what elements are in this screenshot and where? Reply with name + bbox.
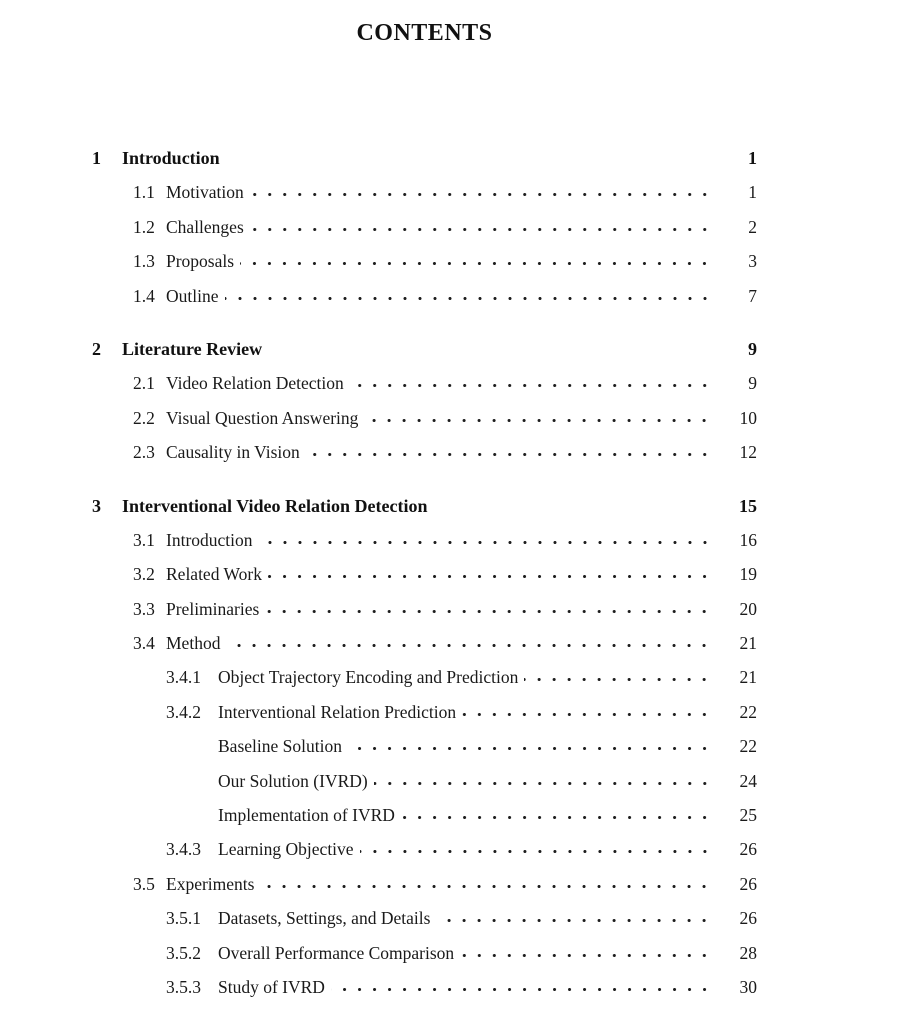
entry-page-number: 21 <box>739 633 757 654</box>
toc-entry-3.4.3[interactable] <box>92 832 757 866</box>
toc-entry-3.3[interactable] <box>92 592 757 626</box>
entry-page-number: 7 <box>748 285 757 306</box>
entry-number: 2 <box>92 338 101 359</box>
entry-page-number: 24 <box>739 770 757 791</box>
entry-label: Datasets, Settings, and Details <box>218 908 431 929</box>
entry-number: 1.3 <box>133 251 155 272</box>
entry-page-number: 30 <box>739 976 757 997</box>
entry-page-number: 26 <box>739 908 757 929</box>
entry-label: Study of IVRD <box>218 976 325 997</box>
entry-number: 3.5.1 <box>166 908 201 929</box>
dot-leader <box>364 419 712 424</box>
entry-page-number: 15 <box>739 495 757 516</box>
entry-number: 3.5 <box>133 873 155 894</box>
entry-number: 3 <box>92 495 101 516</box>
entry-page-number: 1 <box>748 182 757 203</box>
dot-leader <box>360 850 712 855</box>
entry-page-number: 28 <box>739 942 757 963</box>
entry-page-number: 22 <box>739 701 757 722</box>
dot-leader <box>240 262 712 267</box>
dot-leader <box>260 885 712 890</box>
entry-page-number: 26 <box>739 839 757 860</box>
dot-leader <box>350 384 712 389</box>
toc-entry-3.4.1[interactable] <box>92 660 757 694</box>
dot-leader <box>462 713 712 718</box>
dot-leader <box>250 228 712 233</box>
toc-entry-3.1[interactable] <box>92 523 757 557</box>
entry-number: 1 <box>92 148 101 168</box>
toc-entry-1.3[interactable] <box>92 244 757 278</box>
entry-number: 3.2 <box>133 564 155 585</box>
toc-entry-2.2[interactable] <box>92 401 757 435</box>
toc-entry-2[interactable] <box>92 332 757 366</box>
dot-leader <box>433 507 712 512</box>
dot-leader <box>460 954 712 959</box>
dot-leader <box>348 747 712 752</box>
entry-page-number: 26 <box>739 873 757 894</box>
dot-leader <box>268 575 712 580</box>
dot-leader <box>331 988 712 993</box>
toc-entry-our-solution-ivrd-[interactable] <box>92 764 757 798</box>
entry-label: Experiments <box>166 873 255 894</box>
entry-label: Implementation of IVRD <box>218 805 395 826</box>
entry-number: 1.2 <box>133 216 155 237</box>
entry-number: 3.4 <box>133 633 155 654</box>
toc-entry-3.2[interactable] <box>92 557 757 591</box>
toc-entry-3.5.3[interactable] <box>92 970 757 1004</box>
entry-page-number: 25 <box>739 805 757 826</box>
toc-entry-3[interactable] <box>92 489 757 523</box>
dot-leader <box>226 159 712 164</box>
dot-leader <box>401 816 712 821</box>
entry-page-number: 1 <box>748 148 757 168</box>
entry-label: Interventional Video Relation Detection <box>122 495 428 516</box>
entry-label: Interventional Relation Prediction <box>218 701 457 722</box>
entry-page-number: 9 <box>748 373 757 394</box>
entry-label: Literature Review <box>122 338 263 359</box>
toc-entry-3.5[interactable] <box>92 867 757 901</box>
entry-label: Learning Objective <box>218 839 354 860</box>
toc-entry-3.4.2[interactable] <box>92 695 757 729</box>
entry-page-number: 9 <box>748 338 757 359</box>
entry-page-number: 3 <box>748 251 757 272</box>
entry-number: 2.1 <box>133 373 155 394</box>
dot-leader <box>259 541 712 546</box>
entry-label: Method <box>166 633 221 654</box>
entry-number: 3.4.1 <box>166 667 201 688</box>
entry-label: Proposals <box>166 251 235 272</box>
toc-entry-2.3[interactable] <box>92 435 757 469</box>
entry-number: 2.2 <box>133 407 155 428</box>
entry-number: 1.4 <box>133 285 155 306</box>
entry-label: Visual Question Answering <box>166 407 359 428</box>
entry-number: 3.5.3 <box>166 976 201 997</box>
toc-entry-1.2[interactable] <box>92 210 757 244</box>
dot-leader <box>226 644 712 649</box>
content-column <box>92 16 757 1004</box>
toc-entry-implementation-of-ivrd[interactable] <box>92 798 757 832</box>
toc-entry-2.1[interactable] <box>92 366 757 400</box>
toc-entry-1[interactable] <box>92 141 757 175</box>
entry-number: 3.4.3 <box>166 839 201 860</box>
entry-number: 3.5.2 <box>166 942 201 963</box>
dot-leader <box>306 453 712 458</box>
dot-leader <box>436 919 712 924</box>
dot-leader <box>225 297 713 302</box>
entry-label: Preliminaries <box>166 598 260 619</box>
entry-label: Motivation <box>166 182 244 203</box>
table-of-contents <box>92 141 757 1004</box>
entry-page-number: 19 <box>739 564 757 585</box>
entry-page-number: 22 <box>739 736 757 757</box>
toc-entry-1.1[interactable] <box>92 175 757 209</box>
entry-label: Introduction <box>166 529 253 550</box>
entry-page-number: 20 <box>739 598 757 619</box>
entry-page-number: 21 <box>739 667 757 688</box>
dot-leader <box>524 678 712 683</box>
entry-label: Causality in Vision <box>166 442 300 463</box>
entry-number: 3.3 <box>133 598 155 619</box>
dot-leader <box>268 350 712 355</box>
entry-label: Overall Performance Comparison <box>218 942 455 963</box>
dot-leader <box>250 193 712 198</box>
toc-entry-3.4[interactable] <box>92 626 757 660</box>
toc-entry-1.4[interactable] <box>92 279 757 313</box>
entry-label: Related Work <box>166 564 262 585</box>
entry-page-number: 10 <box>739 407 757 428</box>
entry-label: Introduction <box>122 148 220 168</box>
entry-page-number: 16 <box>739 529 757 550</box>
toc-entry-3.5.1[interactable] <box>92 901 757 935</box>
page-title: CONTENTS <box>356 20 493 46</box>
entry-label: Video Relation Detection <box>166 373 344 394</box>
entry-page-number: 12 <box>739 442 757 463</box>
entry-label: Challenges <box>166 216 244 237</box>
dot-leader <box>265 610 712 615</box>
entry-number: 2.3 <box>133 442 155 463</box>
entry-label: Baseline Solution <box>218 736 342 757</box>
entry-number: 3.1 <box>133 529 155 550</box>
entry-label: Outline <box>166 285 219 306</box>
entry-label: Object Trajectory Encoding and Prediction <box>218 667 519 688</box>
toc-entry-3.5.2[interactable] <box>92 936 757 970</box>
entry-number: 3.4.2 <box>166 701 201 722</box>
entry-page-number: 2 <box>748 216 757 237</box>
toc-entry-baseline-solution[interactable] <box>92 729 757 763</box>
entry-number: 1.1 <box>133 182 155 203</box>
dot-leader <box>374 782 712 787</box>
entry-label: Our Solution (IVRD) <box>218 770 368 791</box>
